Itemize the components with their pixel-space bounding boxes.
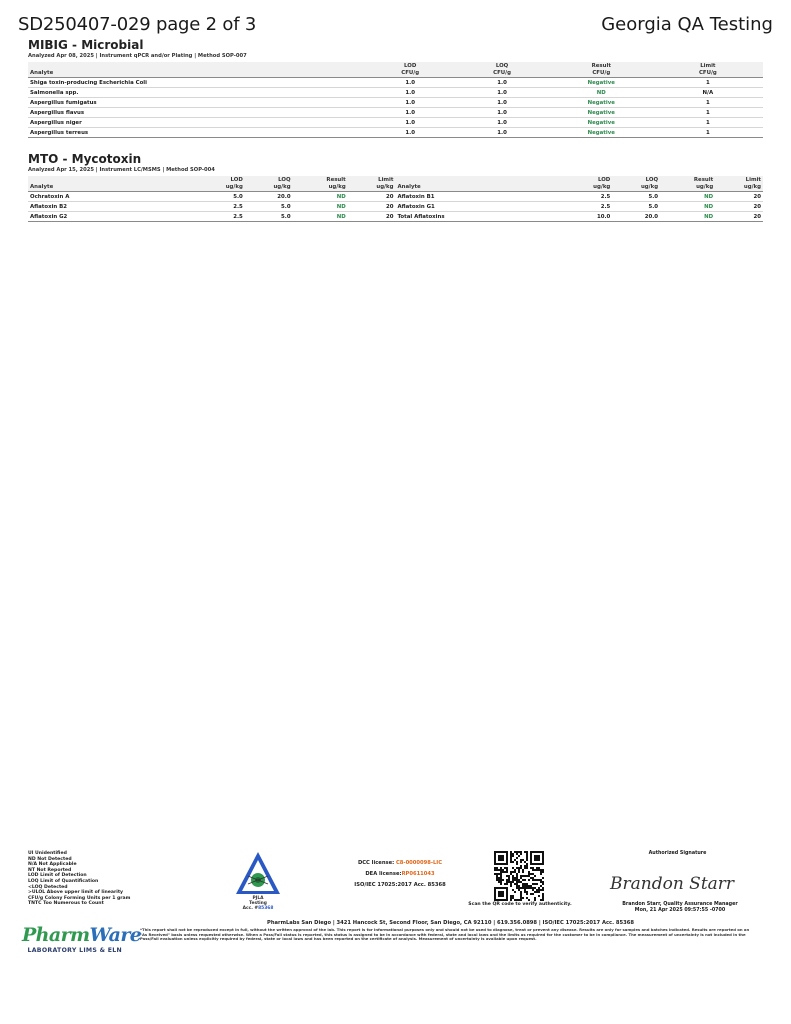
mycotoxin-header-row <box>28 176 763 192</box>
col-analyte: Analyte <box>28 176 197 192</box>
analyte-cell: Total Aflatoxins <box>395 212 564 222</box>
loq-cell: 5.0 <box>245 202 293 212</box>
col-analyte: Analyte <box>395 176 564 192</box>
analyte-cell: Aspergillus fumigatus <box>28 98 366 108</box>
col-result: Result CFU/g <box>550 62 653 78</box>
disclaimer: *This report shall not be reproduced except in full, without the written approval of the lab. This report is for informational purposes only and should not be used to diagnose, treat or prevent any disease. Results are only for samples and batches indicated. Results are reported on an "As Received" basis unless requested otherwise. When a Pass/Fail status is reported, this status is assigned to be in accordance with federal, state and local laws and the limits as required for the customer to be in compliance. The measurement of uncertainty is not included in the Pass/Fail evaluation unless explicitly required by federal, state or local laws and has been reported on the certificate of analysis. Measurement of uncertainty is available upon request. <box>140 927 750 942</box>
limit-cell: 20 <box>348 202 396 212</box>
legend-item: ND Not Detected <box>28 856 72 862</box>
lod-cell: 1.0 <box>366 88 454 98</box>
loq-cell: 5.0 <box>245 212 293 222</box>
limit-cell: 1 <box>653 118 763 128</box>
col-lod: LOD ug/kg <box>197 176 245 192</box>
col-loq: LOQ CFU/g <box>454 62 550 78</box>
signature-image <box>606 866 751 898</box>
signatory-name: Brandon Starr, Quality Assurance Manager <box>622 902 738 907</box>
legend-item: <LOQ Detected <box>28 884 68 890</box>
table-row <box>28 202 763 212</box>
mycotoxin-title: MTO - Mycotoxin <box>28 152 142 166</box>
logo-tagline: LABORATORY LIMS & ELN <box>27 947 122 954</box>
limit-cell: 1 <box>653 78 763 88</box>
signature-label: Authorized Signature <box>648 851 707 856</box>
limit-cell: 20 <box>715 212 763 222</box>
analyte-cell: Aspergillus terreus <box>28 128 366 138</box>
lod-cell: 5.0 <box>197 192 245 202</box>
result-cell: Negative <box>550 128 653 138</box>
legend-item: >ULOL Above upper limit of linearity <box>28 890 124 896</box>
analyte-cell: Aspergillus flavus <box>28 108 366 118</box>
loq-cell: 1.0 <box>454 128 550 138</box>
microbial-header-row <box>28 62 763 78</box>
loq-cell: 20.0 <box>612 212 660 222</box>
lod-cell: 1.0 <box>366 108 454 118</box>
analyte-cell: Aflatoxin G1 <box>395 202 564 212</box>
accreditation-sub: Testing <box>249 901 267 906</box>
limit-cell: 20 <box>715 202 763 212</box>
loq-cell: 1.0 <box>454 98 550 108</box>
loq-cell: 1.0 <box>454 88 550 98</box>
analyte-cell: Aspergillus niger <box>28 118 366 128</box>
legend-item: LOQ Limit of Quantification <box>28 878 99 884</box>
limit-cell: 20 <box>715 192 763 202</box>
result-cell: ND <box>293 212 348 222</box>
lod-cell: 2.5 <box>197 202 245 212</box>
iso-accreditation: ISO/IEC 17025:2017 Acc. 85368 <box>354 882 446 888</box>
limit-cell: 1 <box>653 98 763 108</box>
lod-cell: 2.5 <box>565 202 613 212</box>
analyte-cell: Aflatoxin B1 <box>395 192 564 202</box>
document-title: SD250407-029 page 2 of 3 <box>18 14 257 35</box>
microbial-title: MIBIG - Microbial <box>28 38 144 52</box>
result-cell: ND <box>293 192 348 202</box>
result-cell: ND <box>660 192 715 202</box>
table-row <box>28 98 763 108</box>
col-result: Result ug/kg <box>660 176 715 192</box>
accreditation-logo-icon <box>234 850 282 902</box>
loq-cell: 20.0 <box>245 192 293 202</box>
legend-item: NT Not Reported <box>28 867 72 873</box>
lab-name: Georgia QA Testing <box>601 14 773 35</box>
result-cell: Negative <box>550 78 653 88</box>
limit-cell: 1 <box>653 108 763 118</box>
legend-item: CFU/g Colony Forming Units per 1 gram <box>28 895 131 901</box>
legend-item: LOD Limit of Detection <box>28 873 87 879</box>
table-row <box>28 128 763 138</box>
result-cell: ND <box>293 202 348 212</box>
lab-address: PharmLabs San Diego | 3421 Hancock St, Second Floor, San Diego, CA 92110 | 619.356.0898 | ISO/IEC 17025:2017 Acc. 85368 <box>267 920 634 926</box>
col-lod: LOD ug/kg <box>565 176 613 192</box>
lod-cell: 10.0 <box>565 212 613 222</box>
analyte-cell: Shiga toxin-producing Escherichia Coli <box>28 78 366 88</box>
result-cell: Negative <box>550 118 653 128</box>
analyte-cell: Aflatoxin B2 <box>28 202 197 212</box>
page-header <box>18 14 773 38</box>
loq-cell: 1.0 <box>454 78 550 88</box>
logo-wordmark: PharmWare <box>22 924 142 946</box>
limit-cell: 20 <box>348 192 396 202</box>
legend-item: UI Unidentified <box>28 851 67 856</box>
legend-item: TNTC Too Numerous to Count <box>28 901 104 907</box>
signature-timestamp: Mon, 21 Apr 2025 09:57:55 -0700 <box>634 908 726 913</box>
signature-script: Brandon Starr <box>610 874 735 894</box>
license-block <box>335 858 465 891</box>
accreditation-number: Acc. #85368 <box>242 906 274 911</box>
col-loq: LOQ ug/kg <box>245 176 293 192</box>
result-cell: ND <box>660 212 715 222</box>
accreditation-name: PJLA <box>252 896 264 901</box>
qr-caption: Scan the QR code to verify authenticity. <box>468 902 572 907</box>
pharmware-logo <box>22 924 142 960</box>
col-analyte: Analyte <box>28 62 366 78</box>
result-cell: ND <box>550 88 653 98</box>
table-row <box>28 78 763 88</box>
col-limit: Limit ug/kg <box>348 176 396 192</box>
col-limit: Limit CFU/g <box>653 62 763 78</box>
analyte-cell: Salmonella spp. <box>28 88 366 98</box>
signatory <box>610 902 750 914</box>
col-loq: LOQ ug/kg <box>612 176 660 192</box>
limit-cell: N/A <box>653 88 763 98</box>
result-cell: Negative <box>550 98 653 108</box>
col-result: Result ug/kg <box>293 176 348 192</box>
loq-cell: 5.0 <box>612 202 660 212</box>
mycotoxin-table <box>28 176 763 222</box>
table-row <box>28 192 763 202</box>
lod-cell: 1.0 <box>366 118 454 128</box>
limit-cell: 1 <box>653 128 763 138</box>
col-limit: Limit ug/kg <box>715 176 763 192</box>
lod-cell: 1.0 <box>366 128 454 138</box>
microbial-section <box>28 39 763 138</box>
lod-cell: 2.5 <box>197 212 245 222</box>
lod-cell: 1.0 <box>366 78 454 88</box>
legend-item: N/A Not Applicable <box>28 862 77 868</box>
loq-cell: 1.0 <box>454 118 550 128</box>
mycotoxin-section <box>28 153 763 222</box>
mycotoxin-meta: Analyzed Apr 15, 2025 | Instrument LC/MSMS | Method SOP-004 <box>28 167 215 173</box>
dea-license: DEA license:RP0611043 <box>365 871 435 877</box>
qr-code-icon[interactable] <box>494 851 544 901</box>
accreditation-text <box>234 896 282 911</box>
lod-cell: 2.5 <box>565 192 613 202</box>
lod-cell: 1.0 <box>366 98 454 108</box>
loq-cell: 5.0 <box>612 192 660 202</box>
microbial-table <box>28 62 763 138</box>
analyte-cell: Aflatoxin G2 <box>28 212 197 222</box>
table-row <box>28 212 763 222</box>
result-cell: ND <box>660 202 715 212</box>
table-row <box>28 108 763 118</box>
abbreviation-legend <box>28 851 138 907</box>
table-row <box>28 118 763 128</box>
col-lod: LOD CFU/g <box>366 62 454 78</box>
result-cell: Negative <box>550 108 653 118</box>
loq-cell: 1.0 <box>454 108 550 118</box>
analyte-cell: Ochratoxin A <box>28 192 197 202</box>
microbial-meta: Analyzed Apr 08, 2025 | Instrument qPCR and/or Plating | Method SOP-007 <box>28 53 247 59</box>
table-row <box>28 88 763 98</box>
limit-cell: 20 <box>348 212 396 222</box>
dcc-license: DCC license: C8-0000098-LIC <box>357 860 443 866</box>
